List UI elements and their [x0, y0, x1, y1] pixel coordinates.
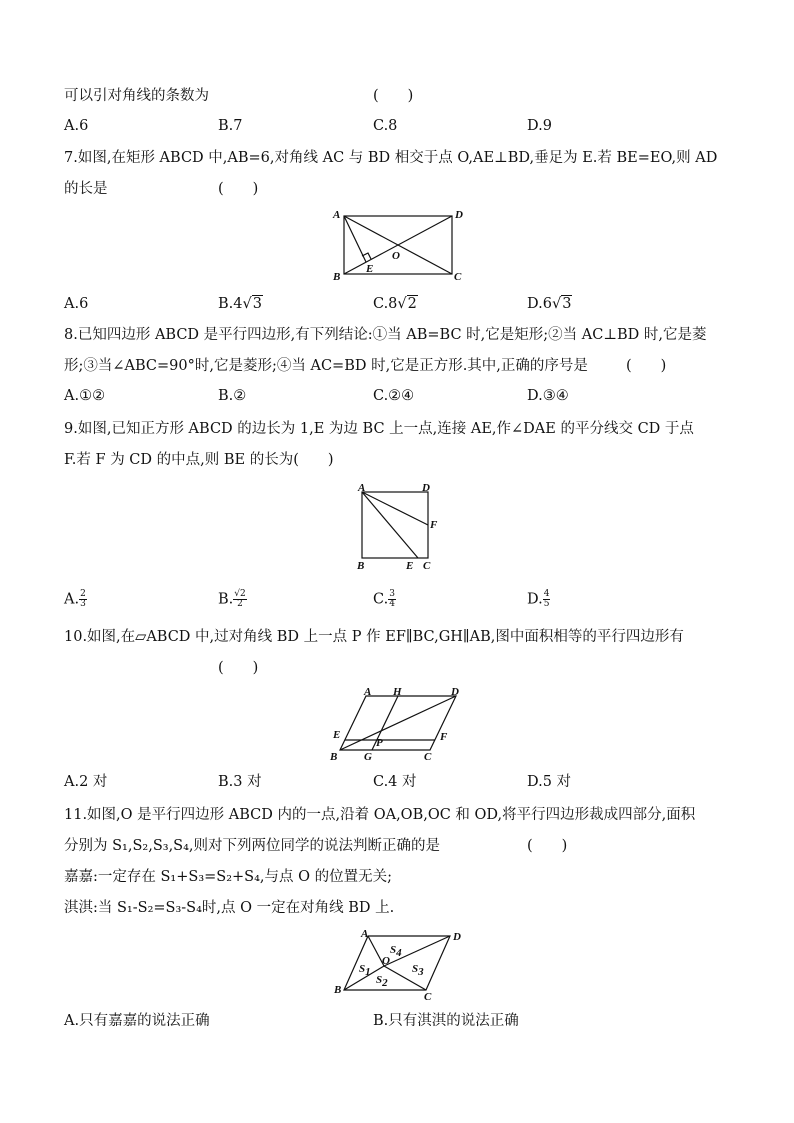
- q7-label-c: C: [454, 271, 462, 283]
- q10-label-a: A: [364, 686, 372, 698]
- q6-answer-paren: ( ): [373, 88, 414, 104]
- q9-option-d: D. $\frac{4}{5}$: [527, 589, 550, 609]
- q11-label-s4: S4: [390, 944, 402, 959]
- q9-label-a: A: [358, 482, 366, 494]
- q6-stem: 可以引对角线的条数为: [64, 88, 209, 104]
- q9-option-c: C. $\frac{3}{4}$: [373, 589, 395, 609]
- q11-stem-line2: 分别为 S₁,S₂,S₃,S₄,则对下列两位同学的说法判断正确的是: [64, 838, 441, 854]
- q11-label-o: O: [382, 955, 390, 967]
- q9-square-figure: [352, 482, 442, 572]
- q7-option-a: A.6: [64, 296, 89, 312]
- q10-parallelogram-figure: [326, 684, 476, 764]
- q9-square-abcd: [362, 492, 428, 558]
- q8-option-a: A.①②: [64, 388, 106, 404]
- q10-option-d: D.5 对: [527, 774, 572, 790]
- q11-label-c: C: [424, 991, 432, 1003]
- q10-label-b: B: [330, 751, 338, 763]
- q11-option-a: A.只有嘉嘉的说法正确: [64, 1013, 210, 1029]
- q7-label-o: O: [392, 250, 400, 262]
- q10-option-b: B.3 对: [218, 774, 262, 790]
- q10-label-c: C: [424, 751, 432, 763]
- q10-diagonal-bd: [340, 696, 456, 750]
- q10-option-c: C.4 对: [373, 774, 417, 790]
- q11-label-s1: S1: [359, 963, 371, 978]
- q7-answer-paren: ( ): [218, 181, 259, 197]
- q9-label-d: D: [422, 482, 430, 494]
- q9-label-c: C: [423, 560, 431, 572]
- q7-rectangle-figure: [330, 206, 470, 282]
- q9-label-e: E: [406, 560, 414, 572]
- q10-label-d: D: [451, 686, 459, 698]
- q7-label-d: D: [455, 209, 463, 221]
- q8-option-d: D.③④: [527, 388, 569, 404]
- q11-label-a: A: [361, 928, 369, 940]
- q11-statement-jiajia: 嘉嘉:一定存在 S₁+S₃=S₂+S₄,与点 O 的位置无关;: [64, 869, 393, 885]
- q10-label-f: F: [440, 731, 448, 743]
- q10-label-g: G: [364, 751, 372, 763]
- q10-label-e: E: [333, 729, 341, 741]
- q7-stem-line2: 的长是: [64, 181, 108, 197]
- q7-option-b: B.4√3: [218, 296, 262, 312]
- q10-option-a: A.2 对: [64, 774, 108, 790]
- q11-label-b: B: [334, 984, 342, 996]
- q6-option-a: A.6: [64, 118, 89, 134]
- q8-option-b: B.②: [218, 388, 247, 404]
- q7-stem-line1: 7.如图,在矩形 ABCD 中,AB=6,对角线 AC 与 BD 相交于点 O,AE⊥BD,垂足为 E.若 BE=EO,则 AD: [64, 150, 718, 166]
- q11-label-d: D: [453, 931, 461, 943]
- q9-segment-ae: [362, 492, 418, 558]
- q6-option-b: B.7: [218, 118, 243, 134]
- q6-option-d: D.9: [527, 118, 552, 134]
- q11-option-b: B.只有淇淇的说法正确: [373, 1013, 519, 1029]
- q9-label-b: B: [357, 560, 365, 572]
- q10-answer-paren: ( ): [218, 660, 259, 676]
- q11-label-s2: S2: [376, 974, 388, 989]
- q11-statement-qiqi: 淇淇:当 S₁-S₂=S₃-S₄时,点 O 一定在对角线 BD 上.: [64, 900, 395, 916]
- q10-stem-line1: 10.如图,在▱ABCD 中,过对角线 BD 上一点 P 作 EF∥BC,GH∥AB,图中面积相等的平行四边形有: [64, 629, 684, 645]
- q7-label-b: B: [333, 271, 341, 283]
- q10-label-p: P: [376, 737, 383, 749]
- q11-label-s3: S3: [412, 963, 424, 978]
- q9-stem-line2: F.若 F 为 CD 的中点,则 BE 的长为( ): [64, 452, 334, 468]
- q8-stem-line1: 8.已知四边形 ABCD 是平行四边形,有下列结论:①当 AB=BC 时,它是矩形;②当 AC⊥BD 时,它是菱: [64, 327, 707, 343]
- q9-segment-af: [362, 492, 428, 525]
- q7-label-e: E: [366, 263, 374, 275]
- q7-option-d: D.6√3: [527, 296, 572, 312]
- q8-option-c: C.②④: [373, 388, 415, 404]
- q8-stem-line2: 形;③当∠ABC=90°时,它是菱形;④当 AC=BD 时,它是正方形.其中,正确的序号是: [64, 358, 588, 374]
- q10-label-h: H: [393, 686, 402, 698]
- q6-option-c: C.8: [373, 118, 398, 134]
- q8-answer-paren: ( ): [626, 358, 667, 374]
- q11-stem-line1: 11.如图,O 是平行四边形 ABCD 内的一点,沿着 OA,OB,OC 和 OD,将平行四边形裁成四部分,面积: [64, 807, 696, 823]
- q11-answer-paren: ( ): [527, 838, 568, 854]
- q7-label-a: A: [333, 209, 341, 221]
- q9-label-f: F: [430, 519, 438, 531]
- q7-option-c: C.8√2: [373, 296, 417, 312]
- q9-option-b: B. $\frac{√2}{2}$: [218, 589, 246, 609]
- q9-stem-line1: 9.如图,已知正方形 ABCD 的边长为 1,E 为边 BC 上一点,连接 AE,作∠DAE 的平分线交 CD 于点: [64, 421, 694, 437]
- q11-parallelogram-figure: [326, 926, 476, 1002]
- q9-option-a: A. $\frac{2}{3}$: [64, 589, 86, 609]
